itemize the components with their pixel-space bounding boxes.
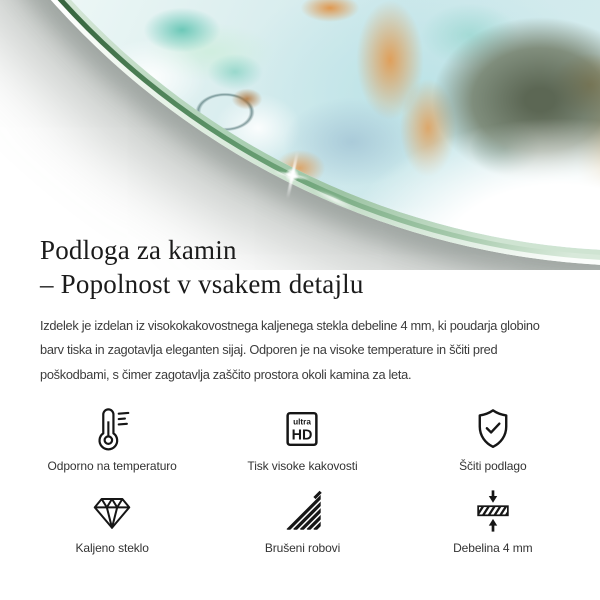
page-title-line1: Podloga za kamin: [40, 235, 237, 265]
svg-text:HD: HD: [292, 427, 313, 444]
feature-label: Kaljeno steklo: [75, 541, 149, 556]
diamond-icon: [88, 487, 136, 535]
features-grid: [17, 405, 588, 555]
feature-label: Tisk visoke kakovosti: [247, 459, 358, 474]
feature-print-quality: [207, 405, 397, 473]
svg-text:ultra: ultra: [293, 417, 312, 427]
feature-label: Odporno na temperaturo: [47, 459, 177, 474]
product-description: Izdelek je izdelan iz visokokakovostnega kaljenega stekla debeline 4 mm, ki poudarja globino barv tiska in zagotavlja eleganten sijaj. Odporen je na visoke temperature in ščiti pred poškodbami, s čimer zagotavlja zaščito prostora okoli kamina za leta.: [40, 318, 540, 382]
feature-polished-edges: [207, 487, 397, 555]
product-info-section: [0, 233, 600, 555]
sparkle-highlight: [264, 147, 321, 204]
product-image: [0, 0, 600, 270]
feature-protects-floor: [398, 405, 588, 473]
feature-thickness: [398, 487, 588, 555]
feature-temperature-resistant: [17, 405, 207, 473]
page-title-line2: – Popolnost v vsakem detajlu: [40, 269, 364, 299]
feature-tempered-glass: [17, 487, 207, 555]
brushed-edges-icon: [278, 487, 326, 535]
thermometer-icon: [88, 405, 136, 453]
feature-label: Ščiti podlago: [459, 459, 527, 474]
thickness-icon: [469, 487, 517, 535]
shield-check-icon: [469, 405, 517, 453]
page-title: [40, 233, 560, 301]
feature-label: Debelina 4 mm: [453, 541, 533, 556]
feature-label: Brušeni robovi: [264, 541, 341, 556]
ultra-hd-icon: [278, 405, 326, 453]
